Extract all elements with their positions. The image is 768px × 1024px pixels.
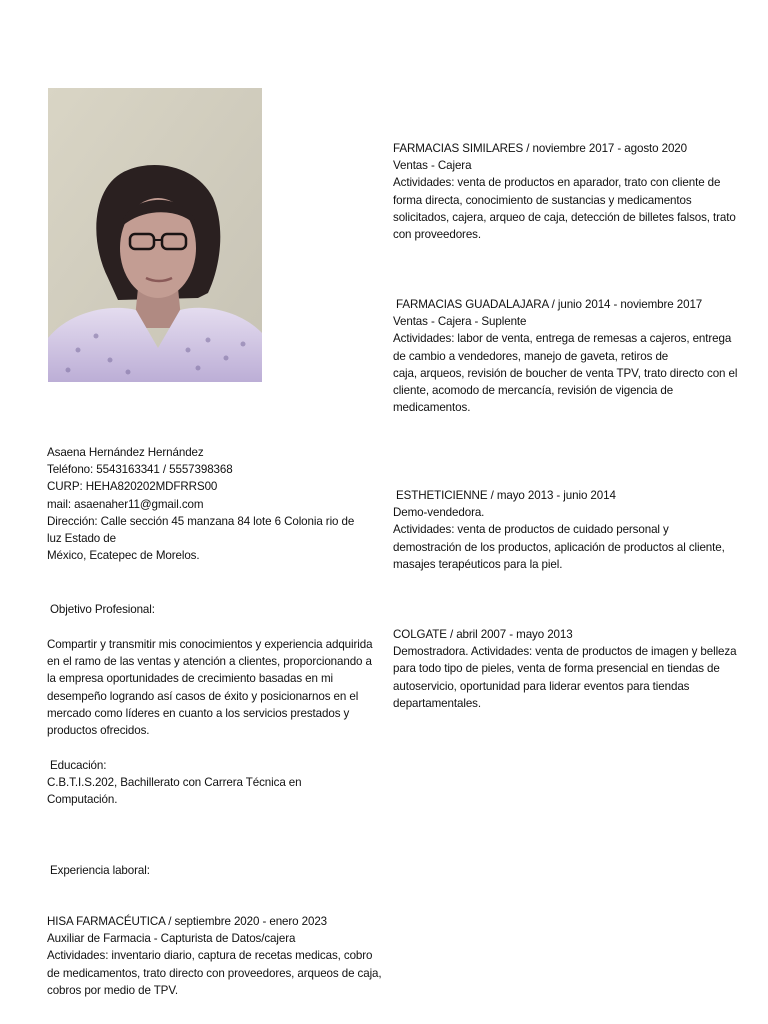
job-entry-estheticienne [393, 487, 738, 573]
job-details-continued: autoservicio, oportunidad para liderar eventos para tiendas departamentales. [393, 679, 690, 710]
job-role: Ventas - Cajera - Suplente [393, 315, 527, 329]
objective-text: Compartir y transmitir mis conocimientos y experiencia adquirida en el ramo de las ventas y atención a clientes, proporcionando a la empresa oportunidades de crecimiento basadas en mi desempeño logrando así casos de éxito y posicionarnos en el mercado como líderes en cuanto a los servicios prestados y productos ofrecidos. [47, 638, 373, 738]
contact-section [47, 444, 387, 564]
job-title: FARMACIAS GUADALAJARA / junio 2014 - noviembre 2017 [396, 298, 703, 311]
email: mail: asaenaher11@gmail.com [47, 497, 204, 511]
job-entry-colgate [393, 626, 738, 712]
job-role: Ventas - Cajera [393, 159, 472, 173]
education-text: C.B.T.I.S.202, Bachillerato con Carrera Técnica en Computación. [47, 776, 302, 807]
job-details: Actividades: inventario diario, captura de recetas medicas, cobro de medicamentos, trato directo con proveedores, arqueos de caja, cobros por medio de TPV. [47, 949, 382, 997]
curp: CURP: HEHA820202MDFRRS00 [47, 480, 218, 494]
job-role: Auxiliar de Farmacia - Capturista de Datos/cajera [47, 932, 296, 946]
job-details: Actividades: labor de venta, entrega de remesas a cajeros, entrega de cambio a vendedores, manejo de gaveta, retiros de [393, 332, 732, 363]
job-title: ESTHETICIENNE / mayo 2013 - junio 2014 [396, 489, 616, 502]
job-details: Demostradora. Actividades: venta de productos de imagen y belleza para todo tipo de pieles, venta de forma presencial en tiendas de [393, 645, 737, 676]
job-entry-guadalajara [393, 296, 738, 416]
job-title: HISA FARMACÉUTICA / septiembre 2020 - enero 2023 [47, 915, 328, 928]
job-title: COLGATE / abril 2007 - mayo 2013 [393, 628, 573, 641]
address-line-3: México, Ecatepec de Morelos. [47, 549, 200, 563]
education-heading: Educación: [50, 759, 107, 772]
profile-photo [48, 88, 262, 382]
phone: Teléfono: 5543163341 / 5557398368 [47, 463, 233, 477]
job-details: Actividades: venta de productos de cuidado personal y demostración de los productos, aplicación de productos al cliente, masajes terapéuticos para la piel. [393, 523, 725, 571]
job-title: FARMACIAS SIMILARES / noviembre 2017 - agosto 2020 [393, 142, 688, 155]
address-line-1: Dirección: Calle sección 45 manzana 84 lote 6 Colonia rio de [47, 514, 355, 528]
experience-heading: Experiencia laboral: [50, 864, 150, 877]
job-role: Demo-vendedora. [393, 506, 485, 520]
job-entry-hisa [47, 913, 382, 999]
job-details-continued: caja, arqueos, revisión de boucher de venta TPV, trato directo con el cliente, acomodo de mercancía, revisión de vigencia de medicamentos. [393, 366, 738, 415]
job-details: Actividades: venta de productos en aparador, trato con cliente de forma directa, conocimiento de sustancias y medicamentos solicitados, cajera, arqueo de caja, detección de billetes falsos, trato con proveedores. [393, 176, 736, 242]
full-name: Asaena Hernández Hernández [47, 446, 204, 459]
address-line-2: luz Estado de [47, 532, 116, 546]
job-entry-similares [393, 140, 738, 243]
objective-heading: Objetivo Profesional: [50, 603, 155, 616]
